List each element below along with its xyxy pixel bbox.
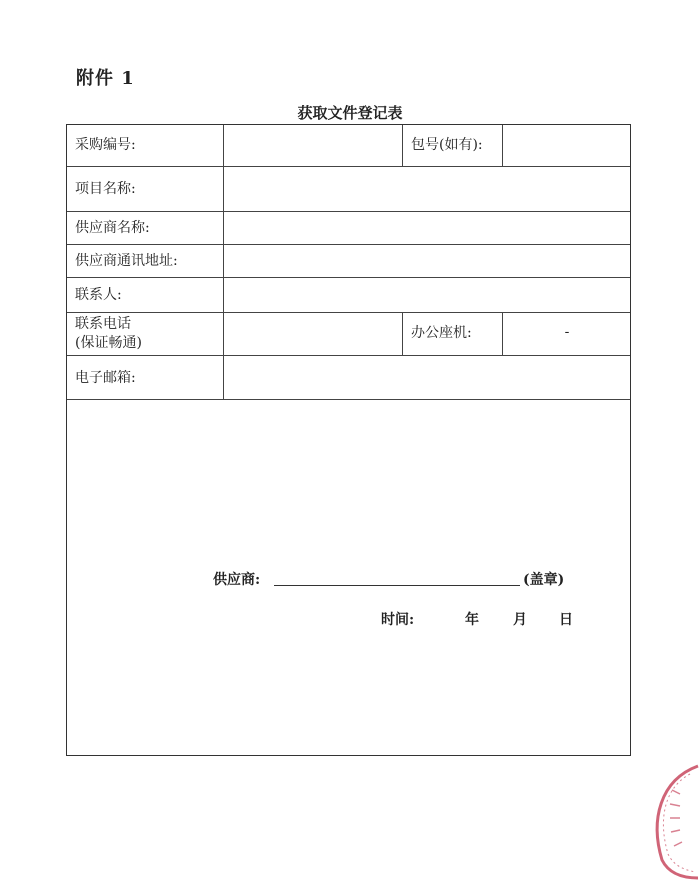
row-divider	[67, 244, 630, 245]
row-divider	[67, 166, 630, 167]
column-divider	[402, 312, 403, 355]
contact-label: 联系人:	[75, 287, 122, 303]
phone-label-note: (保证畅通)	[75, 335, 142, 351]
form-title: 获取文件登记表	[297, 104, 403, 122]
row-divider	[67, 211, 630, 212]
office-phone-label: 办公座机:	[411, 325, 472, 341]
time-label: 时间:	[381, 612, 415, 628]
supplier-address-label: 供应商通讯地址:	[75, 253, 178, 269]
attachment-label: 附件 1	[76, 68, 135, 89]
month-label: 月	[513, 612, 527, 628]
package-no-label: 包号(如有):	[411, 137, 483, 153]
procurement-no-label: 采购编号:	[75, 137, 136, 153]
row-divider	[67, 277, 630, 278]
phone-label: 联系电话	[75, 316, 131, 332]
seal-note: (盖章)	[523, 572, 565, 588]
seal-stamp-icon	[640, 760, 700, 880]
signature-line	[274, 585, 520, 586]
office-phone-value: -	[564, 324, 570, 340]
project-name-label: 项目名称:	[75, 181, 136, 197]
row-divider	[67, 312, 630, 313]
supplier-signature-label: 供应商:	[213, 572, 261, 588]
day-label: 日	[559, 612, 573, 628]
column-divider	[502, 125, 503, 166]
registration-form	[66, 124, 631, 756]
column-divider	[223, 125, 224, 399]
signature-area	[67, 399, 630, 755]
column-divider	[402, 125, 403, 166]
row-divider	[67, 355, 630, 356]
supplier-name-label: 供应商名称:	[75, 220, 150, 236]
email-label: 电子邮箱:	[75, 370, 136, 386]
year-label: 年	[465, 612, 479, 628]
